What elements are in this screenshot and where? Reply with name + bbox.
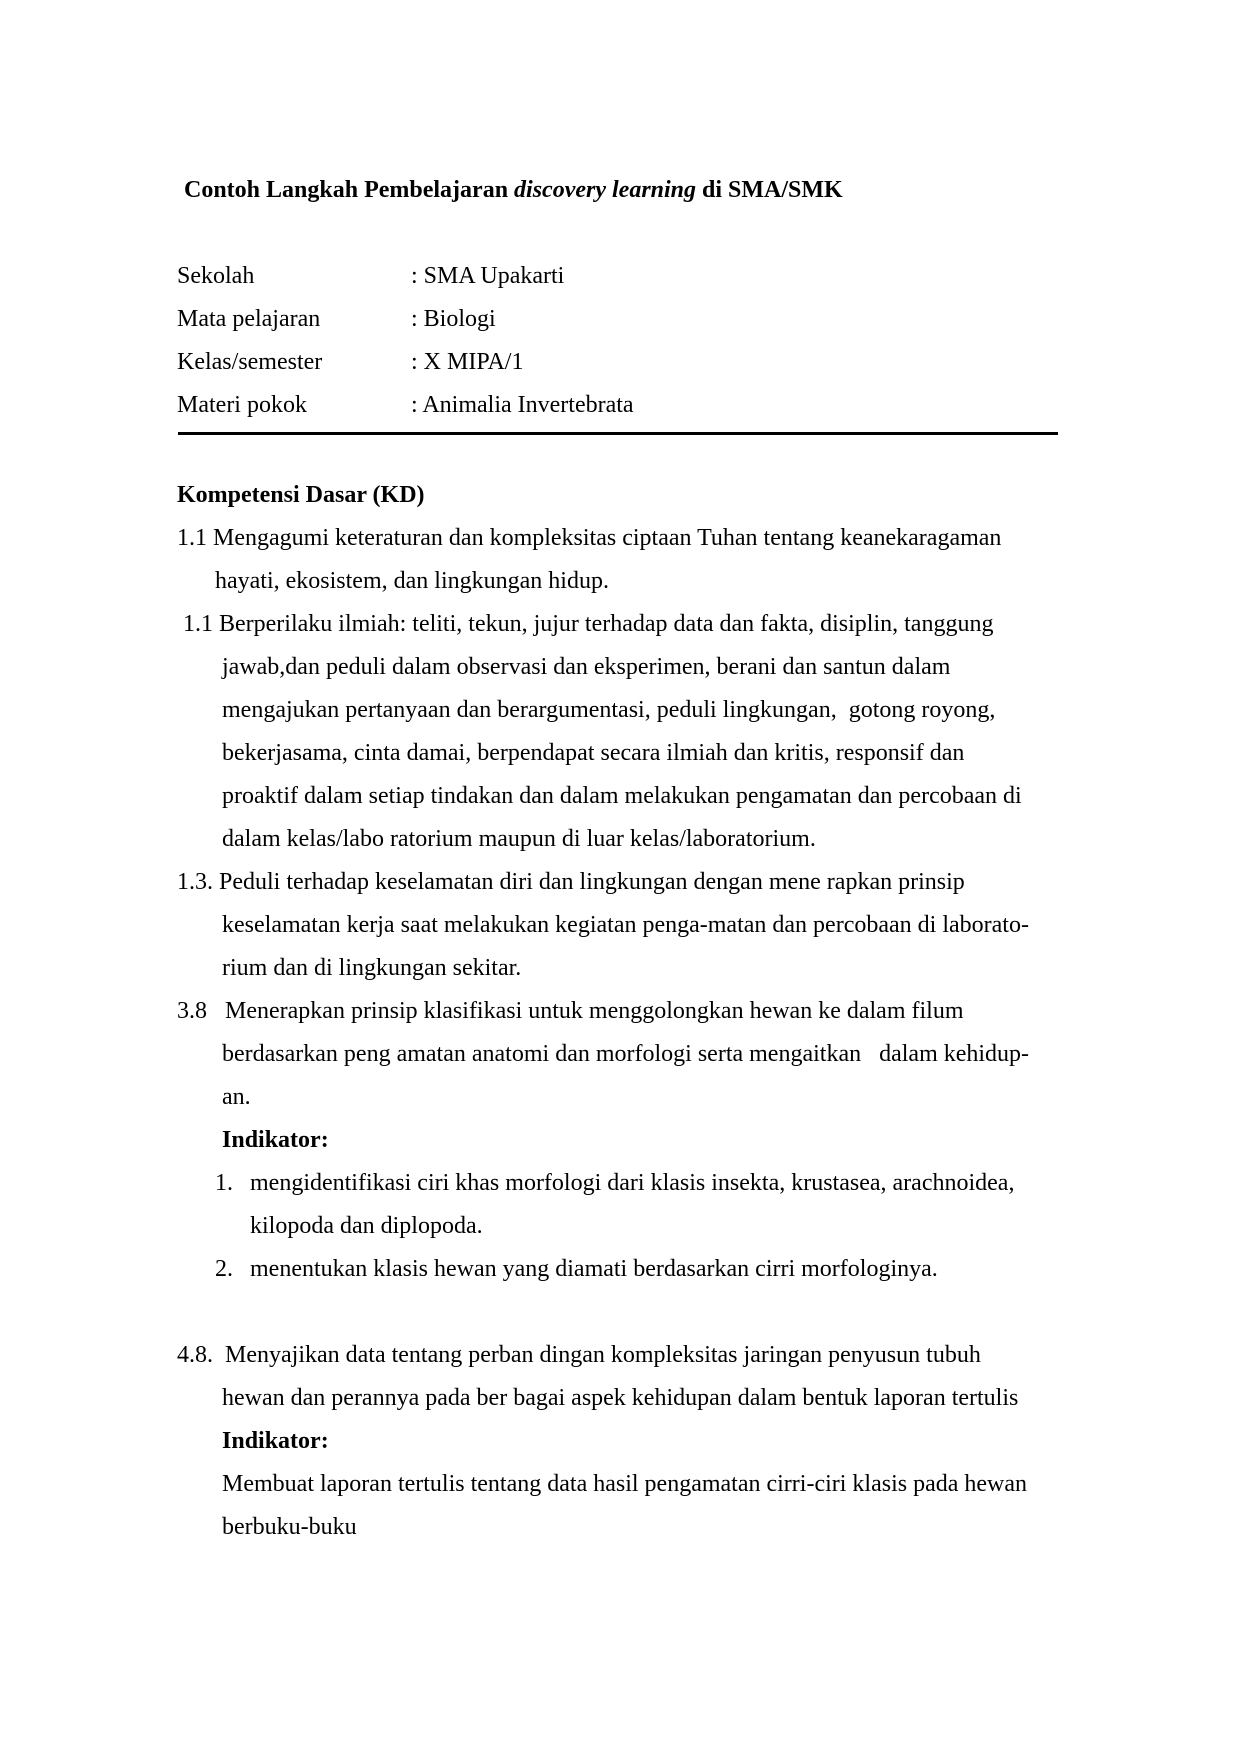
horizontal-divider <box>178 432 1058 435</box>
kd-3-8-line: an. <box>222 1084 251 1110</box>
info-row-class <box>177 347 634 390</box>
kd-4-8-line: 4.8. Menyajikan data tentang perban dingan kompleksitas jaringan penyusun tubuh <box>177 1342 981 1368</box>
info-label: Sekolah <box>177 263 255 289</box>
indikator-item-continuation: kilopoda dan diplopoda. <box>250 1213 483 1239</box>
info-value: : SMA Upakarti <box>411 263 565 289</box>
document-title <box>184 177 843 204</box>
info-row-subject <box>177 304 634 347</box>
info-value: : X MIPA/1 <box>411 349 524 375</box>
kd-1-1b-line: jawab,dan peduli dalam observasi dan eksperimen, berani dan santun dalam <box>222 654 951 680</box>
kd-3-8-line: berdasarkan peng amatan anatomi dan morfologi serta mengaitkan dalam kehidup- <box>222 1041 1030 1067</box>
indikator-number: 1. <box>215 1170 233 1196</box>
indikator-item <box>177 1168 1072 1211</box>
kd-1-1a-line: 1.1 Mengagumi keteraturan dan kompleksitas ciptaan Tuhan tentang keanekaragaman <box>177 525 1002 551</box>
title-italic: discovery learning <box>514 177 697 203</box>
indikator-heading: Indikator: <box>222 1127 329 1153</box>
kd-1-1b-line: dalam kelas/labo ratorium maupun di luar kelas/laboratorium. <box>222 826 816 852</box>
kd-1-1b-line: bekerjasama, cinta damai, berpendapat secara ilmiah dan kritis, responsif dan <box>222 740 965 766</box>
kd-1-1b-line: proaktif dalam setiap tindakan dan dalam melakukan pengamatan dan percobaan di <box>222 783 1022 809</box>
kd-3-8-line: 3.8 Menerapkan prinsip klasifikasi untuk menggolongkan hewan ke dalam filum <box>177 998 964 1024</box>
info-row-material <box>177 390 634 433</box>
info-row-school <box>177 261 634 304</box>
title-prefix: Contoh Langkah Pembelajaran <box>184 177 515 203</box>
kd-1-1a-line: hayati, ekosistem, dan lingkungan hidup. <box>215 568 609 594</box>
indikator-text: menentukan klasis hewan yang diamati berdasarkan cirri morfologinya. <box>250 1256 938 1282</box>
competency-section <box>177 480 1072 1555</box>
info-label: Kelas/semester <box>177 349 323 375</box>
kd-1-3-line: 1.3. Peduli terhadap keselamatan diri dan lingkungan dengan mene rapkan prinsip <box>177 869 965 895</box>
indikator-number: 2. <box>215 1256 233 1282</box>
kd-heading: Kompetensi Dasar (KD) <box>177 482 425 508</box>
info-value: : Biologi <box>411 306 496 332</box>
kd-1-3-line: keselamatan kerja saat melakukan kegiatan penga-matan dan percobaan di laborato- <box>222 912 1029 938</box>
title-suffix: di SMA/SMK <box>696 177 843 203</box>
kd-1-1b-line: mengajukan pertanyaan dan berargumentasi, peduli lingkungan, gotong royong, <box>222 697 996 723</box>
kd-4-8-line: hewan dan perannya pada ber bagai aspek kehidupan dalam bentuk laporan tertulis <box>222 1385 1019 1411</box>
indikator-heading: Indikator: <box>222 1428 329 1454</box>
spacer <box>177 1297 1072 1340</box>
info-value: : Animalia Invertebrata <box>411 392 634 418</box>
indikator-4-8-line: berbuku-buku <box>222 1514 357 1540</box>
indikator-text: mengidentifikasi ciri khas morfologi dari klasis insekta, krustasea, arachnoidea, <box>250 1170 1015 1196</box>
identity-table <box>177 261 634 433</box>
indikator-item <box>177 1254 1072 1297</box>
kd-1-1b-line: 1.1 Berperilaku ilmiah: teliti, tekun, jujur terhadap data dan fakta, disiplin, tanggung <box>177 611 994 637</box>
info-label: Materi pokok <box>177 392 307 418</box>
info-label: Mata pelajaran <box>177 306 321 332</box>
indikator-4-8-line: Membuat laporan tertulis tentang data hasil pengamatan cirri-ciri klasis pada hewan <box>222 1471 1028 1497</box>
kd-1-3-line: rium dan di lingkungan sekitar. <box>222 955 522 981</box>
